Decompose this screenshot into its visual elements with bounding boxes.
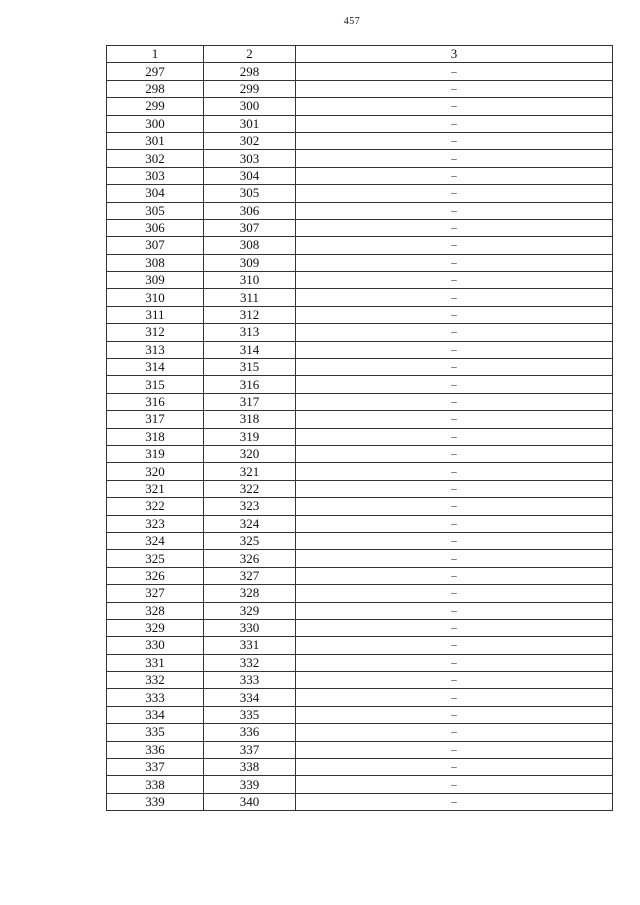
table-cell: 329 bbox=[204, 602, 296, 619]
table-cell: 301 bbox=[204, 115, 296, 132]
table-row bbox=[107, 254, 613, 271]
table-cell: 319 bbox=[107, 445, 204, 462]
table-cell: 303 bbox=[204, 150, 296, 167]
table-cell: – bbox=[296, 341, 613, 358]
table-row bbox=[107, 306, 613, 323]
table-row bbox=[107, 637, 613, 654]
table-cell: 335 bbox=[204, 706, 296, 723]
table-cell: – bbox=[296, 80, 613, 97]
table-cell: 311 bbox=[107, 306, 204, 323]
table-cell: 316 bbox=[204, 376, 296, 393]
table-cell: 315 bbox=[107, 376, 204, 393]
table-row bbox=[107, 776, 613, 793]
table-cell: 328 bbox=[204, 585, 296, 602]
table-cell: 313 bbox=[204, 324, 296, 341]
table-row bbox=[107, 185, 613, 202]
table-cell: 306 bbox=[204, 202, 296, 219]
table-cell: 325 bbox=[204, 532, 296, 549]
column-header: 1 bbox=[107, 46, 204, 63]
page-number: 457 bbox=[343, 16, 361, 27]
table-cell: 325 bbox=[107, 550, 204, 567]
table-cell: 318 bbox=[107, 428, 204, 445]
table-cell: 322 bbox=[204, 480, 296, 497]
table-row bbox=[107, 741, 613, 758]
table-cell: 297 bbox=[107, 63, 204, 80]
table-cell: 321 bbox=[204, 463, 296, 480]
table-cell: 310 bbox=[107, 289, 204, 306]
table-cell: 299 bbox=[107, 98, 204, 115]
table-cell: 304 bbox=[204, 167, 296, 184]
table-row bbox=[107, 550, 613, 567]
table-row bbox=[107, 428, 613, 445]
table-row bbox=[107, 324, 613, 341]
table-cell: 323 bbox=[107, 515, 204, 532]
table-cell: 332 bbox=[107, 672, 204, 689]
table-cell: – bbox=[296, 98, 613, 115]
table-cell: 310 bbox=[204, 272, 296, 289]
table-cell: – bbox=[296, 567, 613, 584]
table-cell: 329 bbox=[107, 619, 204, 636]
table-cell: – bbox=[296, 428, 613, 445]
table-cell: – bbox=[296, 759, 613, 776]
table-cell: – bbox=[296, 602, 613, 619]
table-row bbox=[107, 654, 613, 671]
table-row bbox=[107, 98, 613, 115]
table-row bbox=[107, 219, 613, 236]
table-cell: – bbox=[296, 254, 613, 271]
table-cell: – bbox=[296, 480, 613, 497]
table-cell: 312 bbox=[204, 306, 296, 323]
table-cell: 336 bbox=[107, 741, 204, 758]
table-row bbox=[107, 289, 613, 306]
table-row bbox=[107, 411, 613, 428]
table-cell: – bbox=[296, 150, 613, 167]
table-cell: – bbox=[296, 741, 613, 758]
table-cell: 311 bbox=[204, 289, 296, 306]
column-header: 2 bbox=[204, 46, 296, 63]
table-cell: 301 bbox=[107, 132, 204, 149]
table-row bbox=[107, 359, 613, 376]
table-row bbox=[107, 793, 613, 810]
table-cell: 319 bbox=[204, 428, 296, 445]
table-cell: – bbox=[296, 585, 613, 602]
table-row bbox=[107, 515, 613, 532]
table-row bbox=[107, 498, 613, 515]
table-cell: 313 bbox=[107, 341, 204, 358]
table-row bbox=[107, 480, 613, 497]
table-cell: 322 bbox=[107, 498, 204, 515]
table-cell: – bbox=[296, 532, 613, 549]
table-cell: 326 bbox=[107, 567, 204, 584]
table-row bbox=[107, 393, 613, 410]
table-cell: – bbox=[296, 376, 613, 393]
table-row bbox=[107, 202, 613, 219]
table-cell: 317 bbox=[107, 411, 204, 428]
table-cell: – bbox=[296, 393, 613, 410]
table-cell: 324 bbox=[204, 515, 296, 532]
table-row bbox=[107, 724, 613, 741]
table-cell: – bbox=[296, 445, 613, 462]
column-header: 3 bbox=[296, 46, 613, 63]
table-cell: 332 bbox=[204, 654, 296, 671]
table-cell: 320 bbox=[204, 445, 296, 462]
table-cell: 300 bbox=[107, 115, 204, 132]
table-row bbox=[107, 602, 613, 619]
table-cell: 305 bbox=[107, 202, 204, 219]
table-row bbox=[107, 63, 613, 80]
table-cell: 330 bbox=[107, 637, 204, 654]
table-cell: – bbox=[296, 219, 613, 236]
table-cell: 309 bbox=[107, 272, 204, 289]
table-cell: – bbox=[296, 272, 613, 289]
table-cell: – bbox=[296, 115, 613, 132]
table-cell: – bbox=[296, 654, 613, 671]
table-cell: – bbox=[296, 515, 613, 532]
table-row bbox=[107, 689, 613, 706]
table-cell: 307 bbox=[107, 237, 204, 254]
table-row bbox=[107, 341, 613, 358]
table-cell: 338 bbox=[204, 759, 296, 776]
table-cell: 328 bbox=[107, 602, 204, 619]
table-row bbox=[107, 150, 613, 167]
table-cell: – bbox=[296, 132, 613, 149]
table-cell: 317 bbox=[204, 393, 296, 410]
table-cell: 320 bbox=[107, 463, 204, 480]
table-cell: 334 bbox=[107, 706, 204, 723]
table-cell: – bbox=[296, 63, 613, 80]
table-cell: 331 bbox=[204, 637, 296, 654]
table-cell: 337 bbox=[107, 759, 204, 776]
table-cell: 306 bbox=[107, 219, 204, 236]
table-cell: 340 bbox=[204, 793, 296, 810]
table-row bbox=[107, 463, 613, 480]
table-cell: 334 bbox=[204, 689, 296, 706]
table-cell: 314 bbox=[107, 359, 204, 376]
table-row bbox=[107, 759, 613, 776]
table-cell: – bbox=[296, 306, 613, 323]
table-cell: – bbox=[296, 185, 613, 202]
table-cell: – bbox=[296, 498, 613, 515]
table-cell: 335 bbox=[107, 724, 204, 741]
table-cell: – bbox=[296, 463, 613, 480]
table-cell: 300 bbox=[204, 98, 296, 115]
table-row bbox=[107, 585, 613, 602]
table-cell: 315 bbox=[204, 359, 296, 376]
table-cell: 330 bbox=[204, 619, 296, 636]
table-cell: 307 bbox=[204, 219, 296, 236]
table-cell: – bbox=[296, 672, 613, 689]
table-row bbox=[107, 376, 613, 393]
table-cell: 333 bbox=[107, 689, 204, 706]
table-cell: – bbox=[296, 637, 613, 654]
table-cell: 308 bbox=[204, 237, 296, 254]
table-cell: 321 bbox=[107, 480, 204, 497]
table-cell: 298 bbox=[107, 80, 204, 97]
table-cell: 336 bbox=[204, 724, 296, 741]
table-cell: 323 bbox=[204, 498, 296, 515]
table-cell: 339 bbox=[204, 776, 296, 793]
table-cell: – bbox=[296, 324, 613, 341]
table-header-row bbox=[107, 46, 613, 63]
table-row bbox=[107, 272, 613, 289]
table-row bbox=[107, 706, 613, 723]
table-row bbox=[107, 80, 613, 97]
table-row bbox=[107, 672, 613, 689]
table-cell: – bbox=[296, 202, 613, 219]
table-cell: 304 bbox=[107, 185, 204, 202]
table-cell: – bbox=[296, 619, 613, 636]
table-cell: – bbox=[296, 359, 613, 376]
table-body bbox=[107, 63, 613, 811]
table-cell: – bbox=[296, 706, 613, 723]
table-cell: 339 bbox=[107, 793, 204, 810]
table-cell: 316 bbox=[107, 393, 204, 410]
table-row bbox=[107, 132, 613, 149]
table-cell: 314 bbox=[204, 341, 296, 358]
table-cell: – bbox=[296, 689, 613, 706]
table-cell: – bbox=[296, 550, 613, 567]
data-table bbox=[106, 45, 613, 811]
table-cell: 309 bbox=[204, 254, 296, 271]
table-cell: – bbox=[296, 793, 613, 810]
table-cell: – bbox=[296, 237, 613, 254]
table-cell: 312 bbox=[107, 324, 204, 341]
table-cell: 324 bbox=[107, 532, 204, 549]
table-row bbox=[107, 619, 613, 636]
table-cell: 305 bbox=[204, 185, 296, 202]
table-cell: 333 bbox=[204, 672, 296, 689]
table-row bbox=[107, 115, 613, 132]
table-cell: 327 bbox=[204, 567, 296, 584]
table-cell: – bbox=[296, 167, 613, 184]
table-row bbox=[107, 532, 613, 549]
table-cell: 326 bbox=[204, 550, 296, 567]
table-cell: 308 bbox=[107, 254, 204, 271]
table-cell: 327 bbox=[107, 585, 204, 602]
table-cell: – bbox=[296, 411, 613, 428]
table-row bbox=[107, 167, 613, 184]
table-row bbox=[107, 445, 613, 462]
table-cell: 299 bbox=[204, 80, 296, 97]
table-cell: 318 bbox=[204, 411, 296, 428]
table-cell: 338 bbox=[107, 776, 204, 793]
table-cell: 302 bbox=[204, 132, 296, 149]
table-cell: 302 bbox=[107, 150, 204, 167]
table-row bbox=[107, 567, 613, 584]
table-cell: 298 bbox=[204, 63, 296, 80]
table-row bbox=[107, 237, 613, 254]
table-cell: 331 bbox=[107, 654, 204, 671]
table-cell: 337 bbox=[204, 741, 296, 758]
table-cell: – bbox=[296, 724, 613, 741]
table-cell: – bbox=[296, 289, 613, 306]
table-cell: – bbox=[296, 776, 613, 793]
table-cell: 303 bbox=[107, 167, 204, 184]
